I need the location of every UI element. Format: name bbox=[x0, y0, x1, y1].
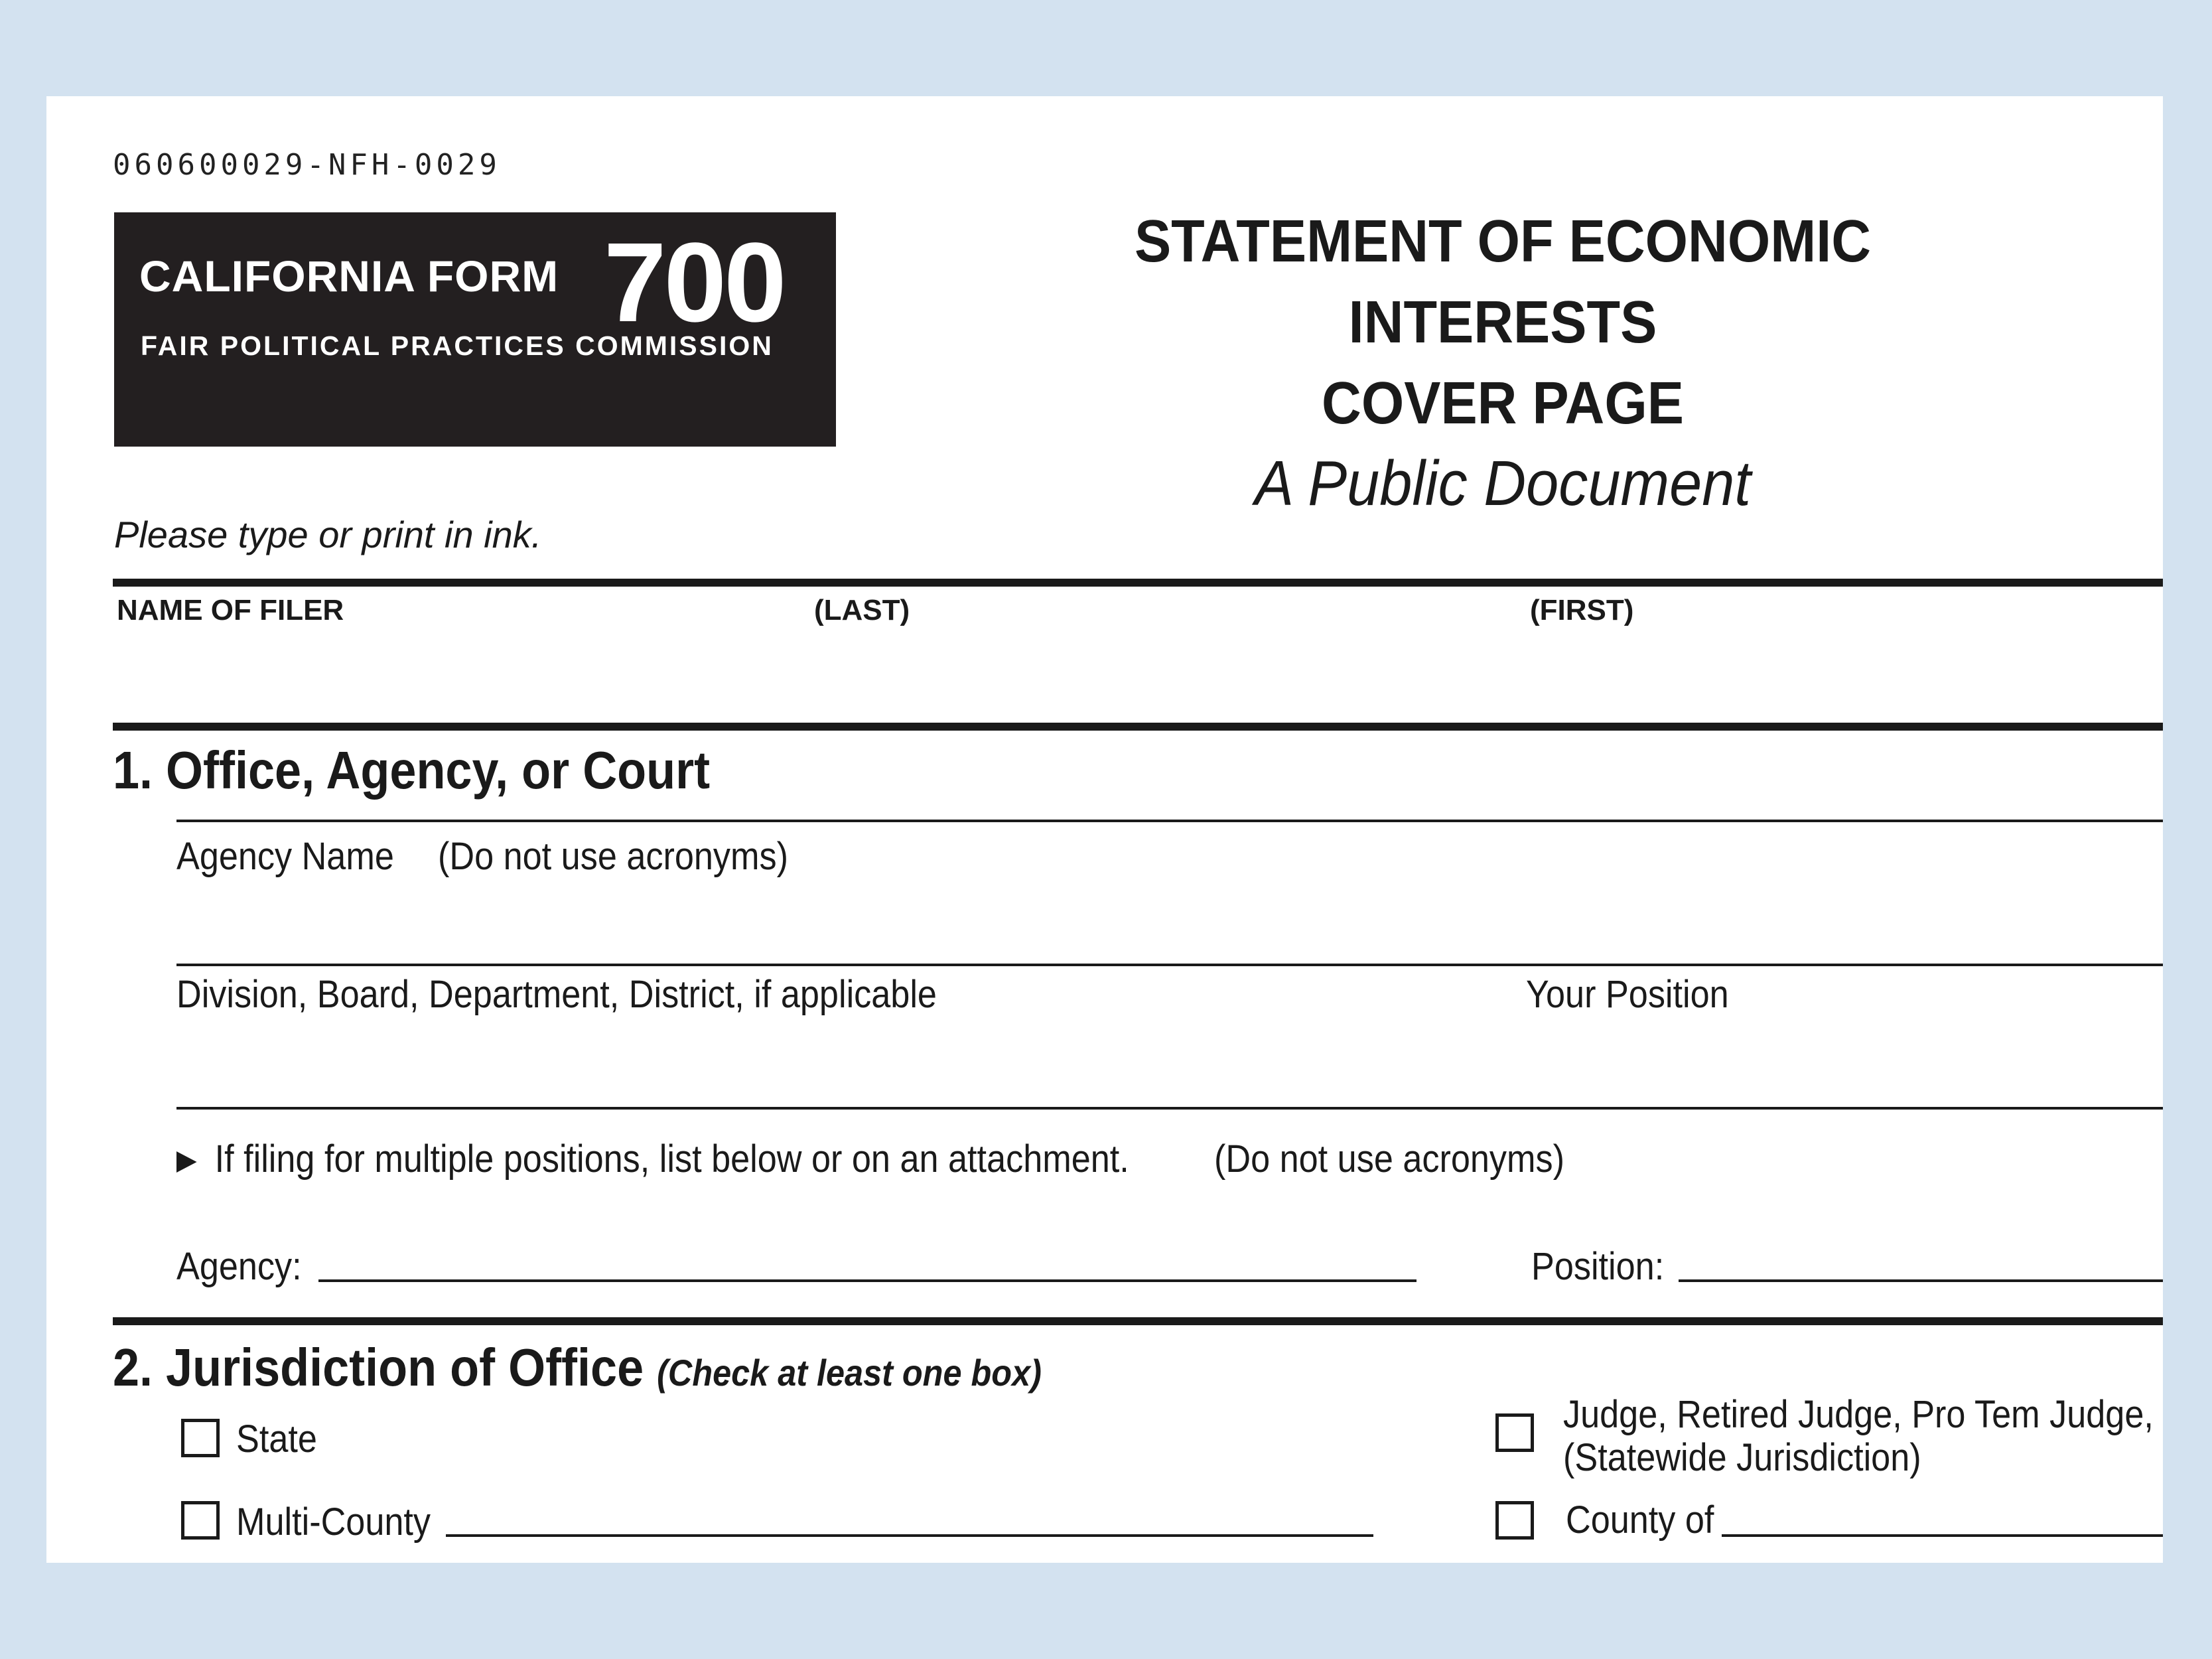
title-line2: COVER PAGE bbox=[1322, 370, 1684, 437]
first-name-label: (FIRST) bbox=[1530, 594, 1634, 626]
multi-county-label: Multi-County bbox=[236, 1500, 431, 1544]
field-rule bbox=[176, 1107, 2163, 1110]
form-sheet bbox=[46, 96, 2163, 1563]
field-rule bbox=[176, 964, 2163, 966]
form-brand-block bbox=[114, 212, 836, 447]
state-label: State bbox=[236, 1417, 317, 1461]
document-id: 060600029-NFH-0029 bbox=[113, 148, 501, 182]
division-label: Division, Board, Department, District, if applicable bbox=[176, 973, 937, 1016]
brand-form-number: 700 bbox=[604, 220, 784, 346]
arrow-right-icon bbox=[176, 1151, 197, 1173]
your-position-label: Your Position bbox=[1526, 973, 1729, 1016]
section2-heading bbox=[113, 1337, 1042, 1398]
section1-heading: 1. Office, Agency, or Court bbox=[113, 741, 711, 800]
multi-county-checkbox[interactable] bbox=[181, 1501, 220, 1540]
county-of-label: County of bbox=[1566, 1498, 1714, 1542]
multiple-positions-text: If filing for multiple positions, list below or on an attachment. bbox=[214, 1137, 1129, 1181]
name-of-filer-label: NAME OF FILER bbox=[117, 594, 344, 626]
agency-name-note: (Do not use acronyms) bbox=[438, 835, 788, 878]
form-title bbox=[942, 201, 2063, 524]
section2-note: (Check at least one box) bbox=[657, 1352, 1042, 1394]
judge-label-line1: Judge, Retired Judge, Pro Tem Judge, bbox=[1563, 1393, 2154, 1436]
multiple-positions-note: (Do not use acronyms) bbox=[1214, 1137, 1564, 1181]
agency-input-line[interactable] bbox=[318, 1279, 1417, 1282]
judge-label-line2: (Statewide Jurisdiction) bbox=[1563, 1436, 1921, 1479]
county-of-input-line[interactable] bbox=[1722, 1534, 2163, 1537]
position-input-line[interactable] bbox=[1679, 1279, 2163, 1282]
agency-name-label: Agency Name bbox=[176, 835, 394, 878]
divider-rule bbox=[113, 579, 2163, 587]
multiple-positions-instruction bbox=[176, 1137, 1129, 1181]
field-rule bbox=[176, 820, 2163, 822]
county-of-checkbox[interactable] bbox=[1495, 1501, 1534, 1540]
multi-county-input-line[interactable] bbox=[446, 1534, 1373, 1537]
brand-line2: FAIR POLITICAL PRACTICES COMMISSION bbox=[141, 330, 774, 361]
section2-title: 2. Jurisdiction of Office bbox=[113, 1338, 644, 1397]
divider-rule bbox=[113, 723, 2163, 731]
brand-line1: CALIFORNIA FORM bbox=[139, 252, 559, 301]
judge-checkbox[interactable] bbox=[1495, 1413, 1534, 1452]
title-line1: STATEMENT OF ECONOMIC INTERESTS bbox=[1134, 208, 1872, 356]
agency-field-label: Agency: bbox=[176, 1245, 302, 1288]
title-line3: A Public Document bbox=[1255, 448, 1751, 519]
last-name-label: (LAST) bbox=[814, 594, 910, 626]
instruction-text: Please type or print in ink. bbox=[114, 514, 542, 555]
state-checkbox[interactable] bbox=[181, 1419, 220, 1457]
divider-rule bbox=[113, 1317, 2163, 1325]
position-field-label: Position: bbox=[1531, 1245, 1665, 1288]
